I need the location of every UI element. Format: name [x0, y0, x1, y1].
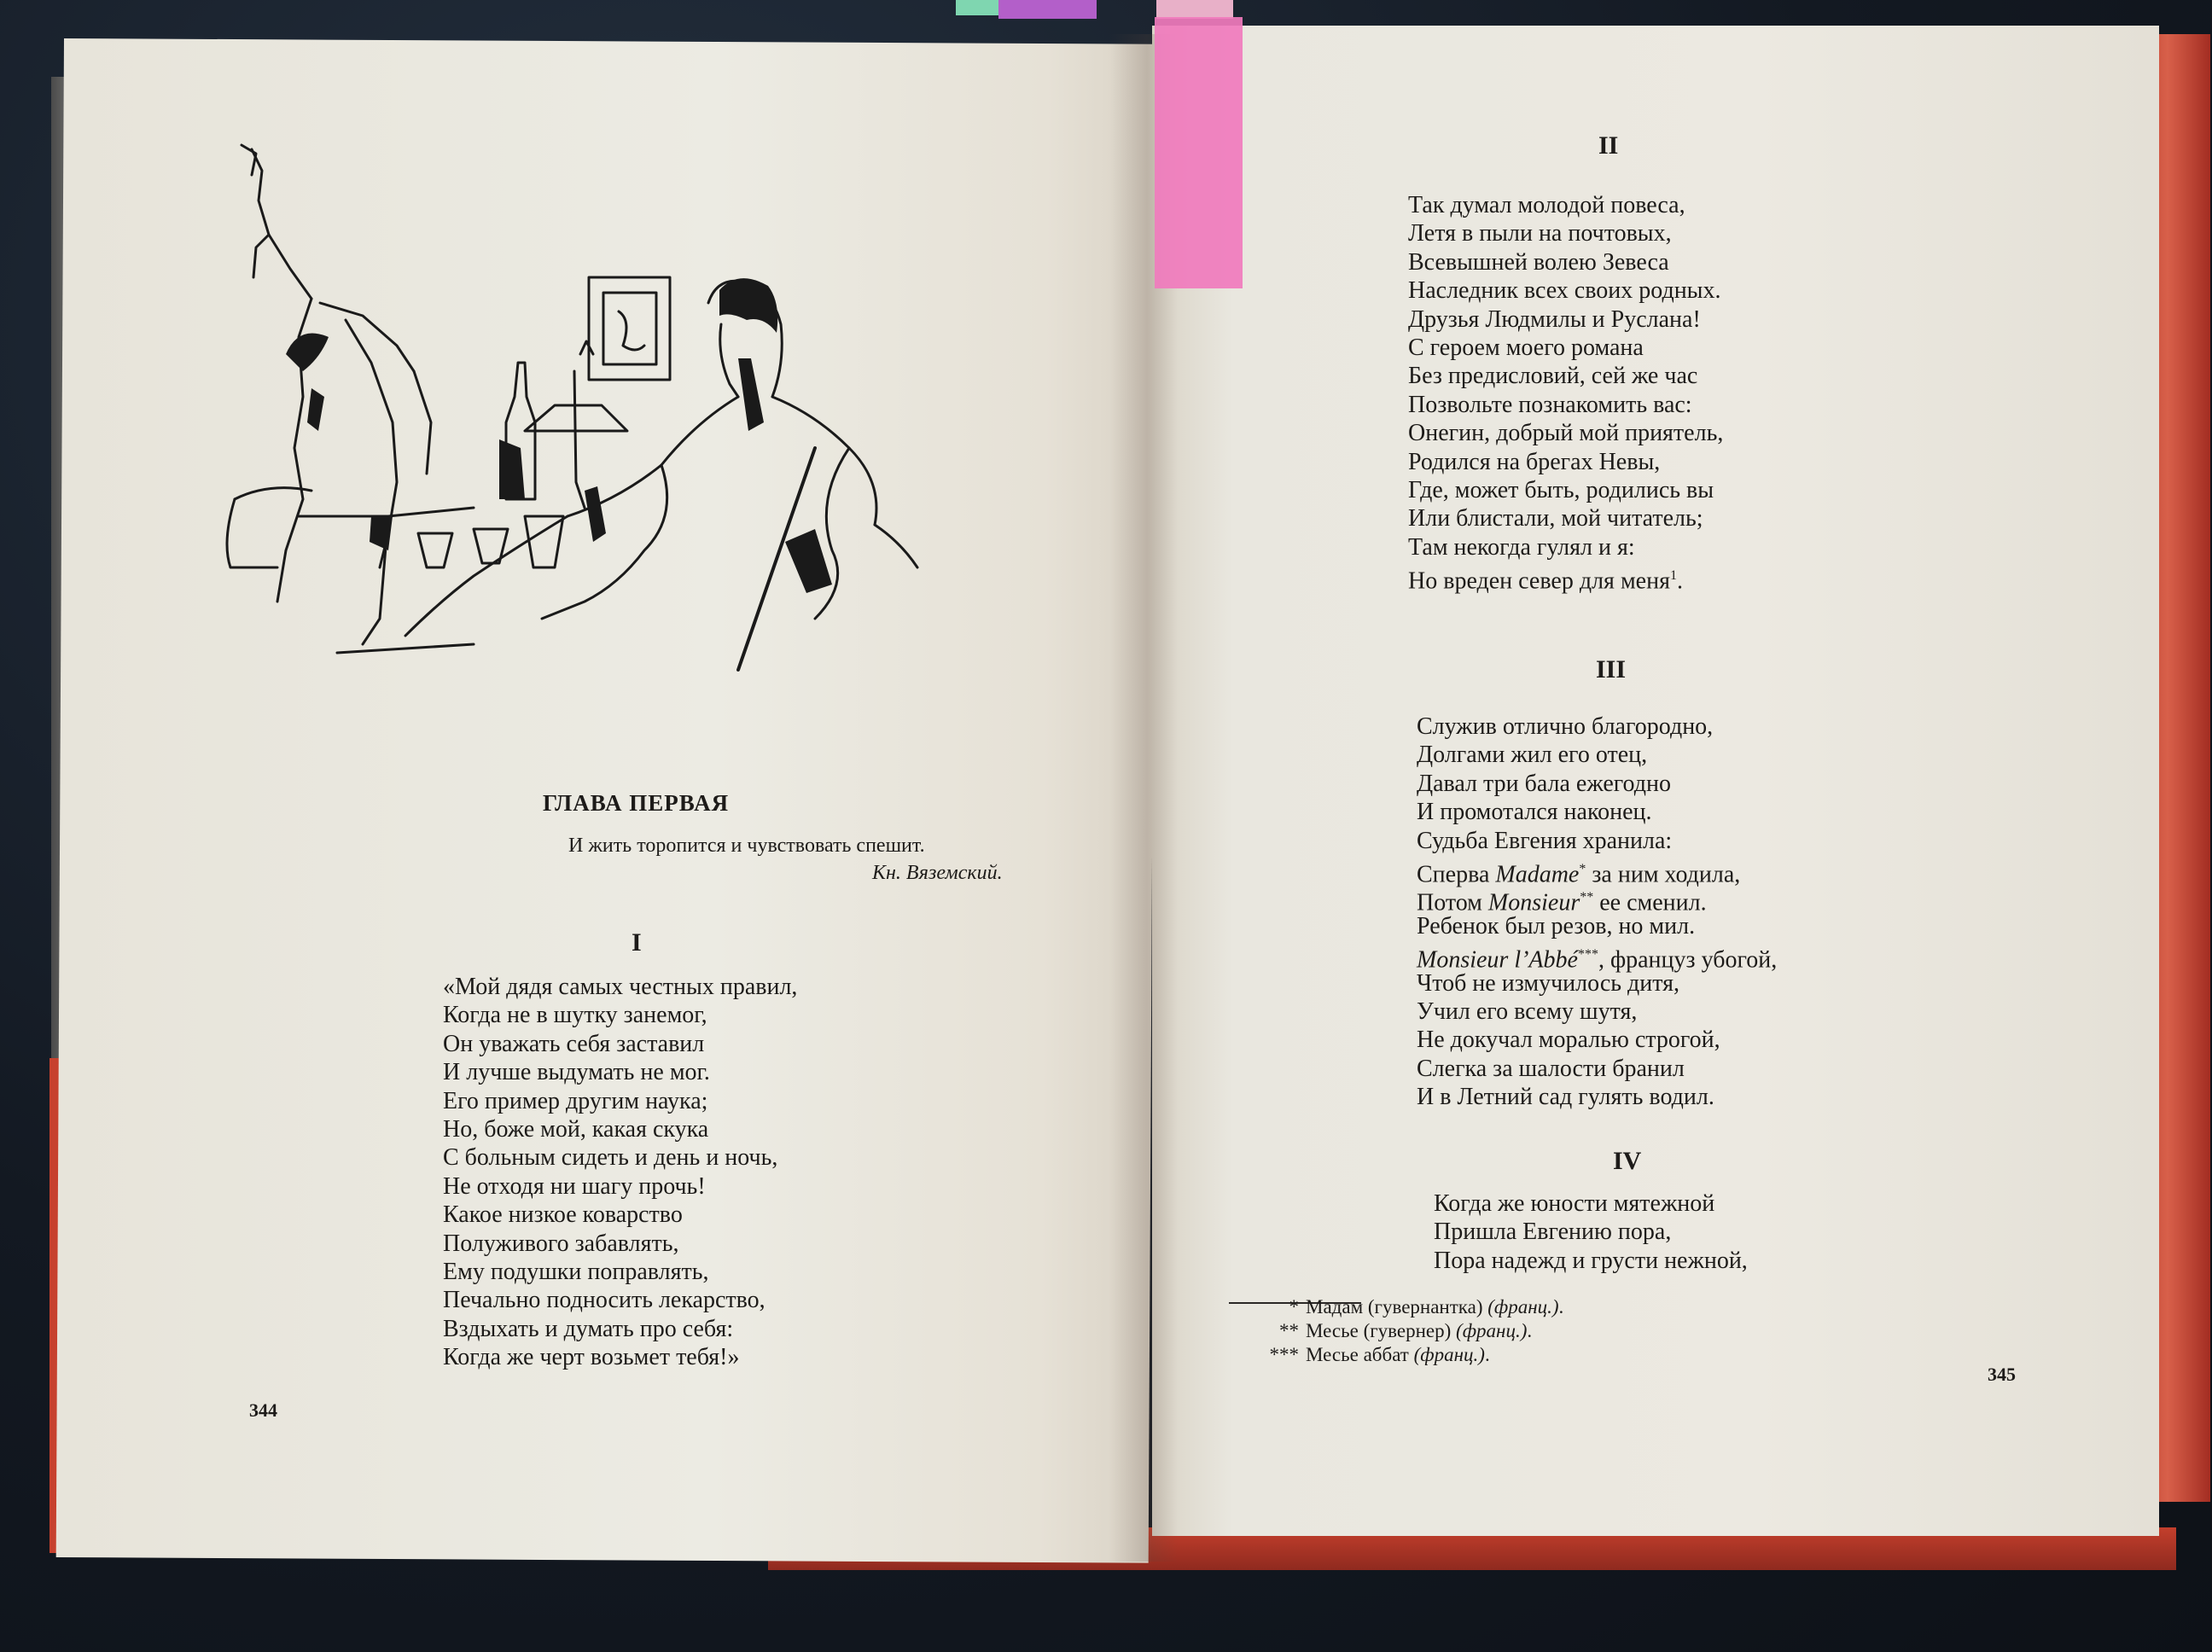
footnotes [1254, 1295, 1563, 1367]
verse-line: Позвольте познакомить вас: [1408, 391, 1692, 418]
verse-line: Какое низкое коварство [443, 1201, 683, 1229]
verse-line: Друзья Людмилы и Руслана! [1408, 305, 1701, 333]
footnote-end: . [1527, 1320, 1533, 1341]
bookmark-pink[interactable] [1155, 17, 1243, 288]
verse-line: Но, боже мой, какая скука [443, 1115, 709, 1143]
footnote-mark: * [1289, 1296, 1299, 1318]
footnote [1254, 1343, 1563, 1367]
footnote-text: Месье аббат [1306, 1344, 1414, 1365]
verse-text: Сперва [1417, 861, 1496, 888]
verse-text: Потом [1417, 889, 1488, 916]
verse-text: , француз убогой, [1598, 946, 1778, 974]
verse-line: Когда же черт возьмет тебя!» [443, 1344, 740, 1371]
verse-line: Без предисловий, сей же час [1408, 363, 1698, 390]
verse-line: Или блистали, мой читатель; [1408, 505, 1703, 532]
footnote-end: . [1558, 1296, 1564, 1318]
verse-line: Когда не в шутку занемог, [443, 1002, 707, 1029]
bookmark-tab-green[interactable] [956, 0, 998, 15]
verse-line: И промотался наконец. [1417, 799, 1652, 826]
verse-italic: Monsieur l’Abbé [1417, 946, 1578, 974]
verse-text: Но вреден север для меня [1408, 567, 1670, 595]
verse-line: Летя в пыли на почтовых, [1408, 220, 1672, 247]
verse-line: Пришла Евгению пора, [1434, 1219, 1672, 1246]
footnote-text: Мадам (гувернантка) [1306, 1296, 1488, 1318]
verse-line: Онегин, добрый мой приятель, [1408, 420, 1724, 447]
verse-line: Где, может быть, родились вы [1408, 476, 1714, 503]
footnote-reference[interactable]: ** [1580, 890, 1594, 905]
verse-line: И в Летний сад гулять водил. [1417, 1084, 1714, 1111]
footnote-reference[interactable]: *** [1577, 947, 1598, 963]
footnote-reference[interactable]: 1 [1669, 568, 1677, 584]
footnote-text: Месье (гувернер) [1306, 1320, 1457, 1341]
verse-line: С героем моего романа [1408, 334, 1644, 361]
stanza-number: III [1596, 655, 1627, 683]
verse-line: Не докучал моралью строгой, [1417, 1027, 1720, 1054]
verse-line [1417, 855, 1777, 888]
verse-line: Учил его всему шутя, [1417, 998, 1638, 1025]
verse-line: Наследник всех своих родных. [1408, 277, 1721, 305]
verse-punctuation: . [1676, 567, 1683, 595]
verse-italic: Madame [1495, 861, 1580, 888]
illustration [218, 141, 1071, 721]
verse-line: Родился на брегах Невы, [1408, 448, 1661, 475]
verse-line: Полуживого забавлять, [443, 1230, 679, 1257]
stanza-3-verse [1417, 713, 1777, 1111]
footnote-mark: *** [1269, 1344, 1299, 1365]
verse-line: Ребенок был резов, но мил. [1417, 912, 1696, 939]
verse-line: Печально подносить лекарство, [443, 1287, 765, 1314]
verse-line: Долгами жил его отец, [1417, 742, 1648, 769]
verse-italic: Monsieur [1487, 889, 1580, 916]
verse-text: за ним ходила, [1586, 861, 1741, 888]
stanza-number: IV [1613, 1147, 1642, 1175]
verse-line: И лучше выдумать не мог. [443, 1059, 710, 1086]
verse-line: Его пример другим наука; [443, 1087, 708, 1114]
footnote-language: (франц.) [1456, 1320, 1528, 1341]
chapter-title: ГЛАВА ПЕРВАЯ [543, 790, 730, 816]
bookmark-tab-violet[interactable] [998, 0, 1097, 19]
verse-line: С больным сидеть и день и ночь, [443, 1144, 778, 1172]
verse-line: Так думал молодой повеса, [1408, 192, 1685, 218]
epigraph-source: Кн. Вяземский. [872, 862, 1003, 884]
verse-line: Чтоб не измучилось дитя, [1417, 969, 1679, 997]
verse-line: Давал три бала ежегодно [1417, 770, 1671, 797]
verse-line [1417, 883, 1777, 916]
verse-line: Всевышней волею Зевеса [1408, 248, 1669, 276]
verse-line: Судьба Евгения хранила: [1417, 827, 1673, 854]
stanza-number: II [1598, 131, 1619, 160]
verse-line: Вздыхать и думать про себя: [443, 1315, 734, 1342]
verse-line: Не отходя ни шагу прочь! [443, 1172, 706, 1200]
verse-line: Пора надежд и грусти нежной, [1434, 1247, 1748, 1274]
page-number-right: 345 [1988, 1364, 2016, 1385]
footnote-language: (франц.) [1487, 1296, 1559, 1318]
verse-line: Слегка за шалости бранил [1417, 1055, 1685, 1082]
verse-line: «Мой дядя самых честных правил, [443, 974, 798, 1000]
verse-line: Он уважать себя заставил [443, 1030, 705, 1057]
stanza-1-verse [443, 973, 797, 1371]
footnote-mark: ** [1279, 1320, 1299, 1341]
footnote [1254, 1319, 1563, 1343]
verse-line: Там некогда гулял и я: [1408, 533, 1635, 561]
footnote-language: (франц.) [1413, 1344, 1485, 1365]
epigraph: И жить торопится и чувствовать спешит. [568, 835, 925, 857]
footnote [1254, 1295, 1563, 1319]
verse-text: ее сменил. [1593, 889, 1707, 916]
footnote-reference[interactable]: * [1579, 861, 1586, 876]
verse-line: Когда же юности мятежной [1434, 1190, 1715, 1217]
bookmark-tab-pink-light[interactable] [1156, 0, 1233, 19]
stanza-number: I [632, 928, 642, 957]
footnote-end: . [1484, 1344, 1490, 1365]
verse-line: Ему подушки поправлять, [443, 1258, 709, 1285]
verse-line [1417, 940, 1778, 974]
stanza-4-verse [1434, 1190, 1748, 1275]
stanza-2-verse [1408, 191, 1724, 595]
verse-line [1408, 561, 1723, 595]
page-number-left: 344 [249, 1399, 277, 1421]
verse-line: Служив отлично благородно, [1417, 713, 1714, 740]
